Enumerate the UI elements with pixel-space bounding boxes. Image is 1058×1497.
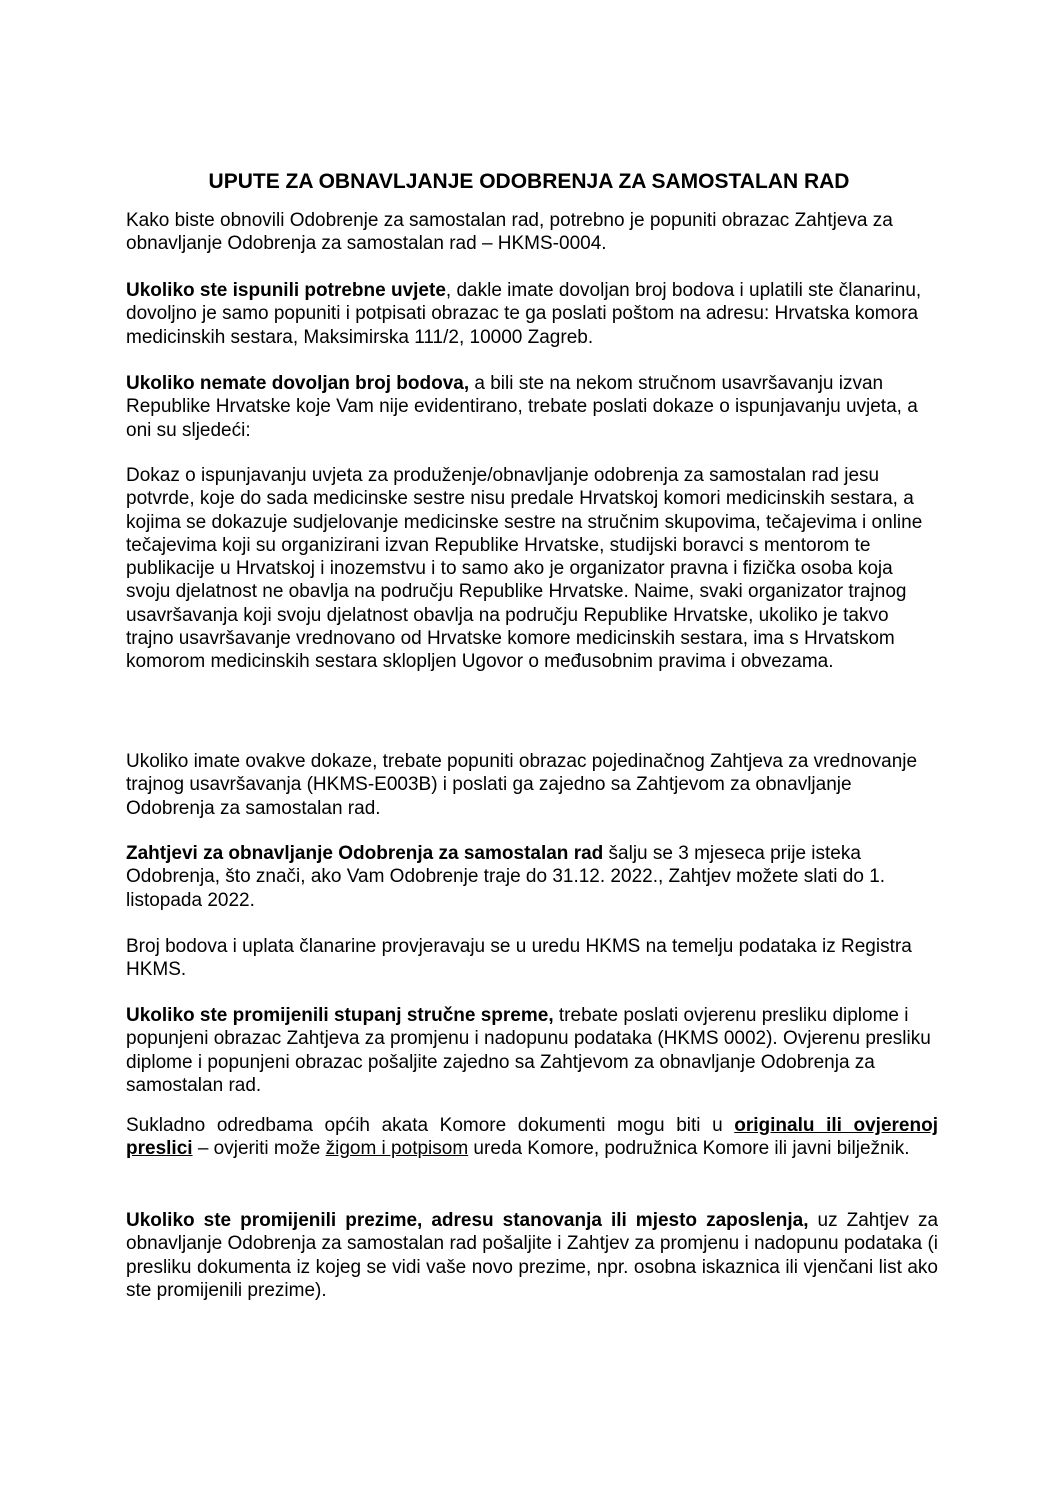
paragraph-insufficient-points-lead: Ukoliko nemate dovoljan broj bodova,	[126, 373, 470, 394]
paragraph-proof-details	[126, 464, 938, 674]
paragraph-personal-data-change-lead: Ukoliko ste promijenili prezime, adresu stanovanja ili mjesto zaposlenja,	[126, 1210, 809, 1231]
paragraph-conditions-met-lead: Ukoliko ste ispunili potrebne uvjete	[126, 280, 446, 301]
paragraph-conditions-met	[126, 279, 938, 349]
paragraph-qualification-change-lead: Ukoliko ste promijenili stupanj stručne spreme,	[126, 1005, 554, 1026]
paragraph-personal-data-change	[126, 1209, 938, 1302]
paragraph-registry-check-text: Broj bodova i uplata članarine provjeravaju se u uredu HKMS na temelju podataka iz Registra HKMS.	[126, 936, 912, 981]
paragraph-document-certification-text-a: Sukladno odredbama općih akata Komore dokumenti mogu biti u	[126, 1115, 735, 1136]
paragraph-document-certification	[126, 1114, 938, 1161]
paragraph-evaluation-request	[126, 750, 938, 820]
paragraph-deadline-text: šalju se 3 mjeseca prije isteka Odobrenja, što znači, ako Vam Odobrenje traje do 31.12. 2022., Zahtjev možete slati do 1. listopada 2022.	[126, 843, 886, 911]
document-title: UPUTE ZA OBNAVLJANJE ODOBRENJA ZA SAMOSTALAN RAD	[208, 170, 850, 193]
paragraph-personal-data-change-text: uz Zahtjev za obnavljanje Odobrenja za samostalan rad pošaljite i Zahtjev za promjenu i nadopunu podataka (i presliku dokumenta iz kojeg se vidi vaše novo prezime, npr. osobna iskaznica ili vjenčani list ako ste promijenili prezime).	[126, 1210, 939, 1301]
paragraph-insufficient-points	[126, 372, 938, 442]
paragraph-insufficient-points-text: a bili ste na nekom stručnom usavršavanju izvan Republike Hrvatske koje Vam nije evidentirano, trebate poslati dokaze o ispunjavanju uvjeta, a oni su sljedeći:	[126, 373, 918, 441]
paragraph-qualification-change	[126, 1004, 938, 1097]
paragraph-document-certification-emphasis: originalu ili ovjerenoj preslici	[126, 1115, 938, 1160]
paragraph-intro-text: Kako biste obnovili Odobrenje za samostalan rad, potrebno je popuniti obrazac Zahtjeva za obnavljanje Odobrenja za samostalan rad – HKMS-0004.	[126, 210, 893, 255]
paragraph-proof-details-text: Dokaz o ispunjavanju uvjeta za produženje/obnavljanje odobrenja za samostalan rad jesu potvrde, koje do sada medicinske sestre nisu predale Hrvatskoj komori medicinskih sestara, a kojima se dokazuje sudjelovanje medicinske sestre na stručnim skupovima, tečajevima i online tečajevima koji su organizirani izvan Republike Hrvatske, studijski boravci s mentorom te publikacije u Hrvatskoj i inozemstvu i to samo ako je organizator pravna i fizička osoba koja svoju djelatnost ne obavlja na području Republike Hrvatske. Naime, svaki organizator trajnog usavršavanja koji svoju djelatnost obavlja na području Republike Hrvatske, ukoliko je takvo trajno usavršavanje vrednovano od Hrvatske komore medicinskih sestara, ima s Hrvatskom komorom medicinskih sestara sklopljen Ugovor o međusobnim pravima i obvezama.	[126, 465, 923, 673]
paragraph-evaluation-request-text: Ukoliko imate ovakve dokaze, trebate popuniti obrazac pojedinačnog Zahtjeva za vrednovanje trajnog usavršavanja (HKMS-E003B) i poslati ga zajedno sa Zahtjevom za obnavljanje Odobrenja za samostalan rad.	[126, 751, 918, 819]
paragraph-conditions-met-text: , dakle imate dovoljan broj bodova i uplatili ste članarinu, dovoljno je samo popuniti i potpisati obrazac te ga poslati poštom na adresu: Hrvatska komora medicinskih sestara, Maksimirska 111/2, 10000 Zagreb.	[126, 280, 922, 348]
paragraph-deadline-lead: Zahtjevi za obnavljanje Odobrenja za samostalan rad	[126, 843, 604, 864]
paragraph-deadline	[126, 842, 938, 912]
paragraph-registry-check	[126, 935, 938, 982]
paragraph-document-certification-stamp: žigom i potpisom	[325, 1138, 469, 1160]
paragraph-document-certification-text-c: ureda Komore, podružnica Komore ili javni bilježnik.	[468, 1138, 910, 1160]
paragraph-document-certification-text-b: – ovjeriti može	[192, 1138, 326, 1160]
paragraph-intro	[126, 209, 938, 256]
paragraph-qualification-change-text: trebate poslati ovjerenu presliku diplome i popunjeni obrazac Zahtjeva za promjenu i nadopunu podataka (HKMS 0002). Ovjerenu presliku diplome i popunjeni obrazac pošaljite zajedno sa Zahtjevom za obnavljanje Odobrenja za samostalan rad.	[126, 1005, 931, 1096]
